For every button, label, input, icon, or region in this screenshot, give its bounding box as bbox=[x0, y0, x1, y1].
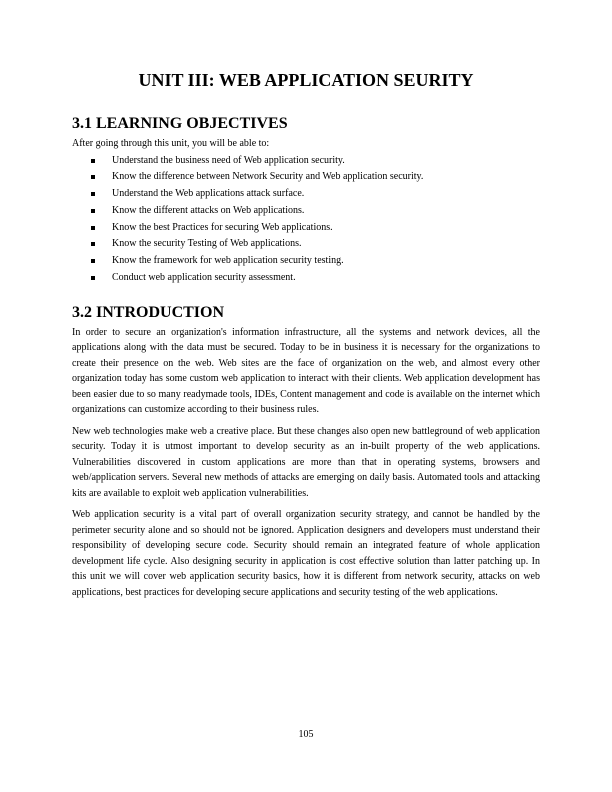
introduction-paragraph: Web application security is a vital part of overall organization security strategy, and cannot be handled by the perimeter security alone and so should not be ignored. Application designers and developers must understand their responsibility of developing secure code. Security should remain an integrated feature of whole application development life cycle. Also designing security in application is cost effective solution than latter patching up. In this unit we will cover web application security basics, how it is different from network security, attacks on web applications, best practices for developing secure applications and security testing of the web applications. bbox=[72, 509, 540, 598]
learning-objectives-heading: 3.1 LEARNING OBJECTIVES bbox=[72, 115, 288, 132]
learning-objectives-section bbox=[72, 115, 540, 287]
list-item bbox=[72, 186, 540, 203]
square-bullet-icon bbox=[91, 159, 95, 163]
square-bullet-icon bbox=[91, 226, 95, 230]
square-bullet-icon bbox=[91, 259, 95, 263]
square-bullet-icon bbox=[91, 192, 95, 196]
list-item bbox=[72, 220, 540, 237]
introduction-paragraph: In order to secure an organization's information infrastructure, all the systems and network devices, all the applications along with the data must be secured. Today to be in business it is necessary for the organizations to create their presence on the web. Web sites are the face of organization on the web, and almost every other organization today has some custom web application to interact with their clients. Web application development has been easier due to so many readymade tools, IDEs, Content management and code is available on the internet which organizations can customize according to their business rules. bbox=[72, 326, 540, 416]
unit-title: UNIT III: WEB APPLICATION SEURITY bbox=[138, 70, 474, 90]
page-number: 105 bbox=[298, 729, 314, 740]
introduction-paragraph: New web technologies make web a creative place. But these changes also open new battleground of web application security. Today it is utmost important to develop security as an in-built property of the web applications. Vulnerabilities discovered in custom applications are more than that in operating systems, browsers and web/application servers. Several new methods of attacks are emerging on daily basis. Automated tools and attacking kits are available to exploit web application vulnerabilities. bbox=[72, 425, 540, 499]
objective-text: Conduct web application security assessment. bbox=[112, 272, 296, 284]
introduction-section bbox=[72, 304, 540, 601]
objective-text: Know the best Practices for securing Web applications. bbox=[112, 221, 333, 233]
objective-text: Understand the business need of Web application security. bbox=[112, 154, 345, 166]
list-item bbox=[72, 203, 540, 220]
square-bullet-icon bbox=[91, 175, 95, 179]
list-item bbox=[72, 153, 540, 170]
objective-text: Know the security Testing of Web applications. bbox=[112, 238, 302, 250]
list-item bbox=[72, 169, 540, 186]
square-bullet-icon bbox=[91, 242, 95, 246]
list-item bbox=[72, 236, 540, 253]
objective-text: Know the different attacks on Web applications. bbox=[112, 204, 305, 216]
objective-text: Understand the Web applications attack surface. bbox=[112, 188, 305, 200]
document-page bbox=[72, 70, 540, 606]
introduction-heading: 3.2 INTRODUCTION bbox=[72, 303, 225, 321]
objectives-list bbox=[72, 153, 540, 287]
list-item bbox=[72, 270, 540, 287]
square-bullet-icon bbox=[91, 276, 95, 280]
list-item bbox=[72, 253, 540, 270]
objective-text: Know the framework for web application security testing. bbox=[112, 255, 344, 267]
square-bullet-icon bbox=[91, 209, 95, 213]
objectives-intro: After going through this unit, you will be able to: bbox=[72, 138, 270, 149]
objective-text: Know the difference between Network Security and Web application security. bbox=[112, 171, 424, 183]
